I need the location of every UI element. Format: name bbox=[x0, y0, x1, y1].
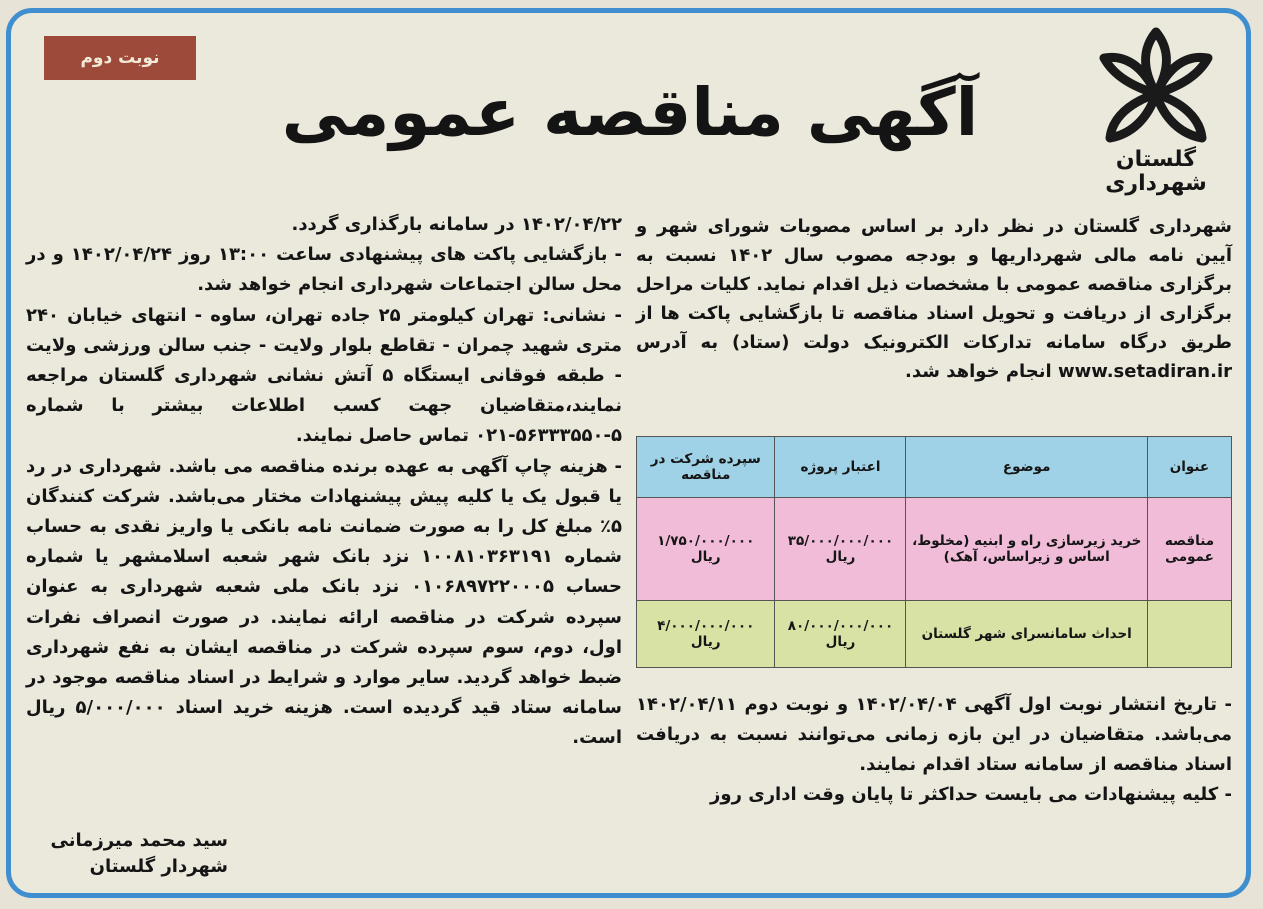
notice-title: آگهی مناقصه عمومی bbox=[281, 74, 979, 151]
cell-budget: ۸۰/۰۰۰/۰۰۰/۰۰۰ ریال bbox=[775, 601, 906, 668]
logo-caption bbox=[1072, 148, 1240, 196]
dates-paragraph bbox=[636, 690, 1232, 830]
logo-caption-line1: گلستان bbox=[1115, 147, 1197, 172]
cell-budget: ۳۵/۰۰۰/۰۰۰/۰۰۰ ریال bbox=[775, 498, 906, 601]
conditions-column bbox=[26, 210, 622, 822]
round-badge: نوبت دوم bbox=[44, 36, 196, 80]
publish-dates-text: - تاریخ انتشار نوبت اول آگهی ۱۴۰۲/۰۴/۰۴ و نوبت دوم ۱۴۰۲/۰۴/۱۱ می‌باشد. متقاضیان در این بازه زمانی می‌توانند نسبت به دریافت اسناد مناقصه از سامانه ستاد اقدام نمایند. bbox=[636, 694, 1233, 775]
intro-paragraph bbox=[636, 212, 1232, 432]
cell-deposit: ۱/۷۵۰/۰۰۰/۰۰۰ ریال bbox=[637, 498, 775, 601]
table-row bbox=[637, 601, 1232, 668]
table-header-row bbox=[637, 437, 1232, 498]
cell-subject: خرید زیرسازی راه و ابنیه (مخلوط، اساس و زیراساس، آهک) bbox=[906, 498, 1147, 601]
address-text: - نشانی: تهران کیلومتر ۲۵ جاده تهران، ساوه - انتهای خیابان ۲۴۰ متری شهید چمران - تقاطع بلوار ولایت - جنب سالن ورزشی ولایت - طبقه فوقانی ایستگاه ۵ آتش نشانی شهرداری گلستان مراجعه نمایند،متقاضیان جهت کسب اطلاعات بیشتر با شماره ۵-۵۶۳۳۳۵۵۰-۰۲۱ تماس حاصل نمایند. bbox=[26, 304, 622, 447]
cell-subject: احداث سامانسرای شهر گلستان bbox=[906, 601, 1147, 668]
terms-text: - هزینه چاپ آگهی به عهده برنده مناقصه می باشد. شهرداری در رد یا قبول یک یا کلیه پیش پیشنهادات مختار می‌باشد. شرکت کنندگان ۵٪ مبلغ کل را به صورت ضمانت نامه بانکی یا واریز نقدی به حساب شماره ۱۰۰۸۱۰۳۶۳۱۹۱ نزد بانک شهر شعبه اسلامشهر یا شماره حساب ۰۱۰۶۸۹۷۲۲۰۰۰۵ نزد بانک ملی شعبه شهرداری به عنوان سپرده شرکت در مناقصه ارائه نمایند. در صورت انصراف نفرات اول، دوم، سوم سپرده شرکت در مناقصه ایشان به نفع شهرداری ضبط خواهد گردید. سایر موارد و شرایط در اسناد مناقصه موجود در سامانه ستاد قید گردیده است. هزینه خرید اسناد ۵/۰۰۰/۰۰۰ ریال است. bbox=[26, 455, 623, 749]
cell-title bbox=[1147, 601, 1231, 668]
header-budget: اعتبار پروژه bbox=[775, 437, 906, 498]
logo-caption-line2: شهرداری bbox=[1105, 171, 1207, 196]
signature-block bbox=[28, 828, 228, 880]
header-deposit: سپرده شرکت در مناقصه bbox=[637, 437, 775, 498]
table-row bbox=[637, 498, 1232, 601]
intro-text: شهرداری گلستان در نظر دارد بر اساس مصوبات شورای شهر و آیین نامه مالی شهرداریها و بودجه مصوب سال ۱۴۰۲ نسبت به برگزاری مناقصه عمومی با مشخصات ذیل اقدام نماید. کلیات مراحل برگزاری از دریافت و تحویل اسناد مناقصه تا بازگشایی پاکت ها از طریق درگاه سامانه تدارکات الکترونیک دولت (ستاد) به آدرس bbox=[636, 216, 1232, 353]
deadline-text: - کلیه پیشنهادات می بایست حداکثر تا پایان وقت اداری روز bbox=[710, 784, 1232, 805]
cell-deposit: ۴/۰۰۰/۰۰۰/۰۰۰ ریال bbox=[637, 601, 775, 668]
website-link[interactable]: www.setadiran.ir bbox=[1057, 361, 1232, 382]
upload-deadline-text: ۱۴۰۲/۰۴/۲۲ در سامانه بارگذاری گردد. bbox=[291, 214, 622, 235]
tender-table bbox=[636, 436, 1232, 668]
intro-text-end: انجام خواهد شد. bbox=[905, 361, 1052, 382]
header-title: عنوان bbox=[1147, 437, 1231, 498]
header-subject: موضوع bbox=[906, 437, 1147, 498]
signatory-role: شهردار گلستان bbox=[89, 856, 228, 877]
signatory-name: سید محمد میرزمانی bbox=[50, 830, 228, 851]
cell-title: مناقصه عمومی bbox=[1147, 498, 1231, 601]
opening-text: - بازگشایی پاکت های پیشنهادی ساعت ۱۳:۰۰ روز ۱۴۰۲/۰۴/۲۴ و در محل سالن اجتماعات شهرداری انجام خواهد شد. bbox=[26, 244, 622, 296]
